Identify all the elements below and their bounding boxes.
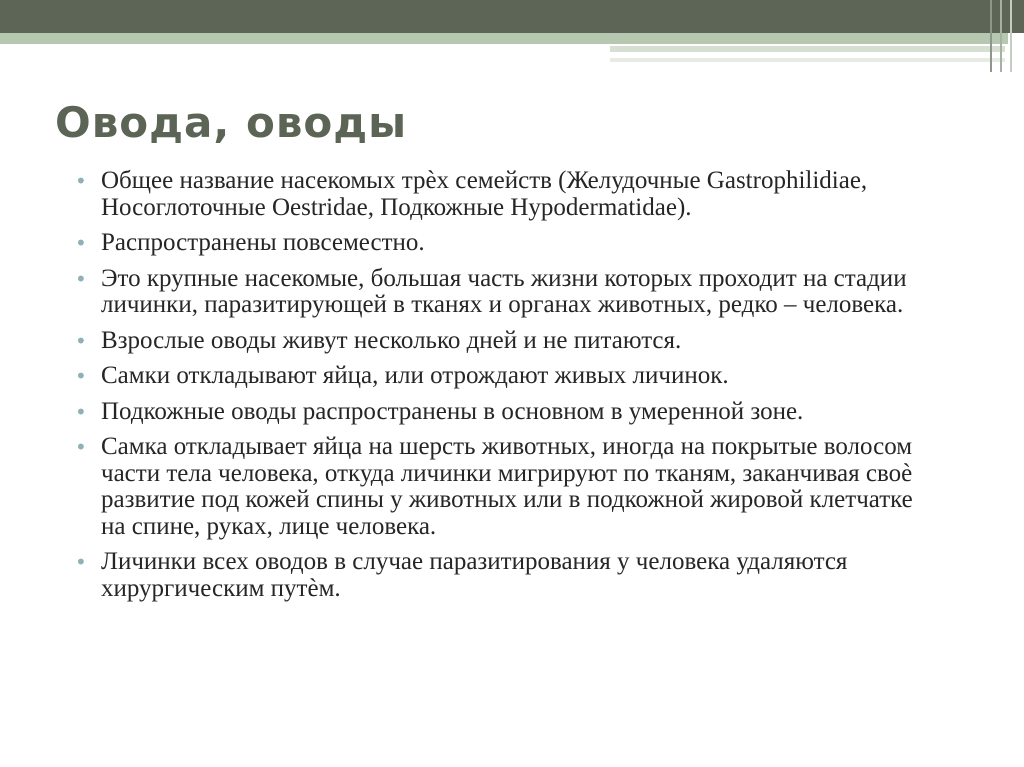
bullet-icon: • [75,550,87,574]
bullet-text: Подкожные оводы распространены в основном в умеренной зоне. [101,397,804,425]
bullet-text: Взрослые оводы живут несколько дней и не питаются. [101,326,682,354]
bullet-item [75,230,935,257]
bullet-item [75,549,935,602]
bullet-text: Общее название насекомых трѐх семейств (Желудочные Gastrophilidiae, Носоглоточные Oestridae, Подкожные Hypodermatidae). [101,167,868,221]
bullet-icon: • [75,169,87,193]
bullet-icon: • [75,364,87,388]
bullet-item [75,168,935,221]
bullet-item [75,363,935,390]
bullet-list [75,168,935,611]
bullet-icon: • [75,328,87,353]
bullet-icon: • [75,231,87,255]
top-accent-stripe-tertiary [610,58,1005,62]
bullet-item [75,328,935,355]
decorative-vertical-rule [1010,0,1012,72]
top-accent-stripe-secondary [610,46,1005,52]
bullet-text: Личинки всех оводов в случае паразитирования у человека удаляются хирургическим путѐм. [101,548,848,602]
bullet-item [75,399,935,426]
bullet-item [75,266,935,319]
top-decorative-band [0,0,1024,33]
bullet-icon: • [75,399,87,424]
bullet-text: Самки откладывают яйца, или отрождают живых личинок. [101,362,729,389]
top-accent-stripe [0,33,1008,44]
bullet-text: Это крупные насекомые, большая часть жизни которых проходит на стадии личинки, паразитирующей в тканях и органах животных, редко – человека. [101,264,907,318]
decorative-vertical-rule [990,0,992,72]
slide-title: Овода, оводы [55,98,408,147]
bullet-text: Распространены повсеместно. [101,229,425,256]
decorative-vertical-rule [1000,0,1002,72]
bullet-icon: • [75,435,87,459]
bullet-icon: • [75,266,87,291]
bullet-item [75,434,935,540]
bullet-text: Самка откладывает яйца на шерсть животных, иногда на покрытые волосом части тела человека, откуда личинки мигрируют по тканям, заканчивая своѐ развитие под кожей спины у животных или в подкожной жировой клетчатке на спине, руках, лице человека. [101,433,913,540]
